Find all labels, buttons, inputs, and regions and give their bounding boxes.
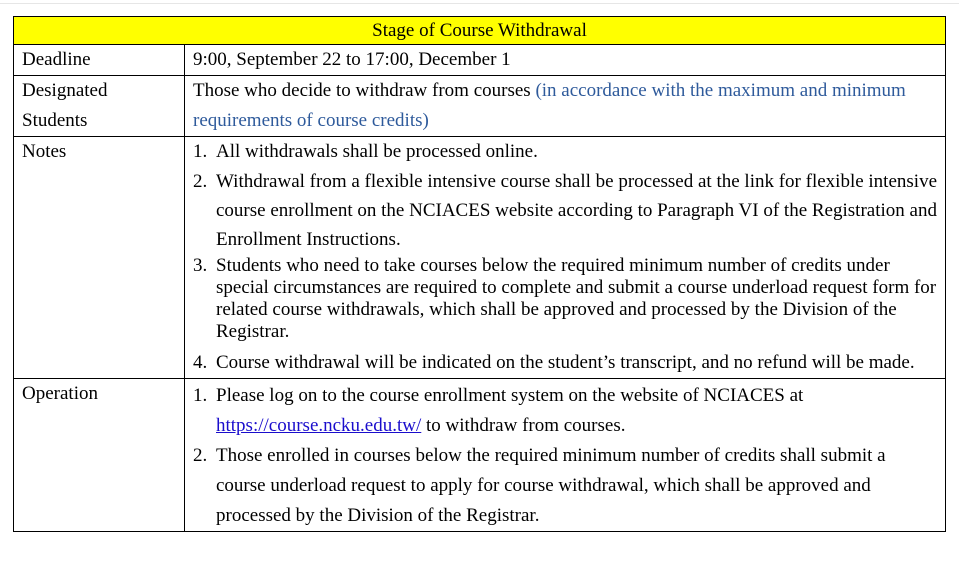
operation-item-text bbox=[216, 381, 937, 441]
course-enrollment-link[interactable]: https://course.ncku.edu.tw/ bbox=[216, 415, 422, 436]
notes-item-number: 1. bbox=[193, 141, 208, 162]
notes-item bbox=[193, 137, 937, 167]
top-divider bbox=[0, 3, 959, 4]
notes-item-text: All withdrawals shall be processed online. bbox=[216, 141, 538, 162]
table-title: Stage of Course Withdrawal bbox=[14, 17, 946, 45]
operation-item-number: 2. bbox=[193, 445, 208, 466]
operation-item-number: 1. bbox=[193, 385, 208, 406]
operation-item bbox=[193, 379, 937, 441]
deadline-label: Deadline bbox=[14, 45, 185, 76]
notes-row bbox=[14, 137, 946, 379]
withdrawal-table bbox=[13, 16, 946, 532]
deadline-value: 9:00, September 22 to 17:00, December 1 bbox=[185, 45, 946, 76]
notes-item-text: Course withdrawal will be indicated on the student’s transcript, and no refund will be made. bbox=[216, 352, 915, 373]
notes-item bbox=[193, 343, 937, 378]
operation-item-text: Those enrolled in courses below the required minimum number of credits shall submit a course underload request to apply for course withdrawal, which shall be approved and processed by the Division of the Registrar. bbox=[216, 445, 886, 526]
notes-value bbox=[185, 137, 946, 379]
operation-value bbox=[185, 379, 946, 532]
notes-item-number: 4. bbox=[193, 352, 208, 373]
designated-students-value bbox=[185, 76, 946, 137]
notes-item-number: 3. bbox=[193, 255, 208, 276]
notes-item-number: 2. bbox=[193, 171, 208, 192]
title-row bbox=[14, 17, 946, 45]
notes-label: Notes bbox=[14, 137, 185, 379]
operation-label: Operation bbox=[14, 379, 185, 532]
notes-item-text: Withdrawal from a flexible intensive course shall be processed at the link for flexible intensive course enrollment on the NCIACES website according to Paragraph VI of the Registration and Enrollment Instructions. bbox=[216, 171, 937, 250]
operation-row bbox=[14, 379, 946, 532]
notes-item-text: Students who need to take courses below the required minimum number of credits under special circumstances are required to complete and submit a course underload request form for related course withdrawals, which shall be approved and processed by the Division of the Registrar. bbox=[216, 255, 937, 342]
designated-main-text: Those who decide to withdraw from courses bbox=[193, 80, 536, 101]
operation-text-after-link: to withdraw from courses. bbox=[421, 415, 626, 436]
designated-label-line2: Students bbox=[22, 110, 88, 131]
notes-item bbox=[193, 167, 937, 254]
deadline-row bbox=[14, 45, 946, 76]
designated-credit-note: (in accordance with the maximum and minimum requirements of course credits) bbox=[193, 80, 906, 131]
notes-item bbox=[193, 254, 937, 343]
designated-label-line1: Designated bbox=[22, 80, 108, 101]
operation-item bbox=[193, 441, 937, 531]
operation-text-before-link: Please log on to the course enrollment system on the website of NCIACES at bbox=[216, 385, 804, 406]
designated-students-row bbox=[14, 76, 946, 137]
designated-students-label bbox=[14, 76, 185, 137]
